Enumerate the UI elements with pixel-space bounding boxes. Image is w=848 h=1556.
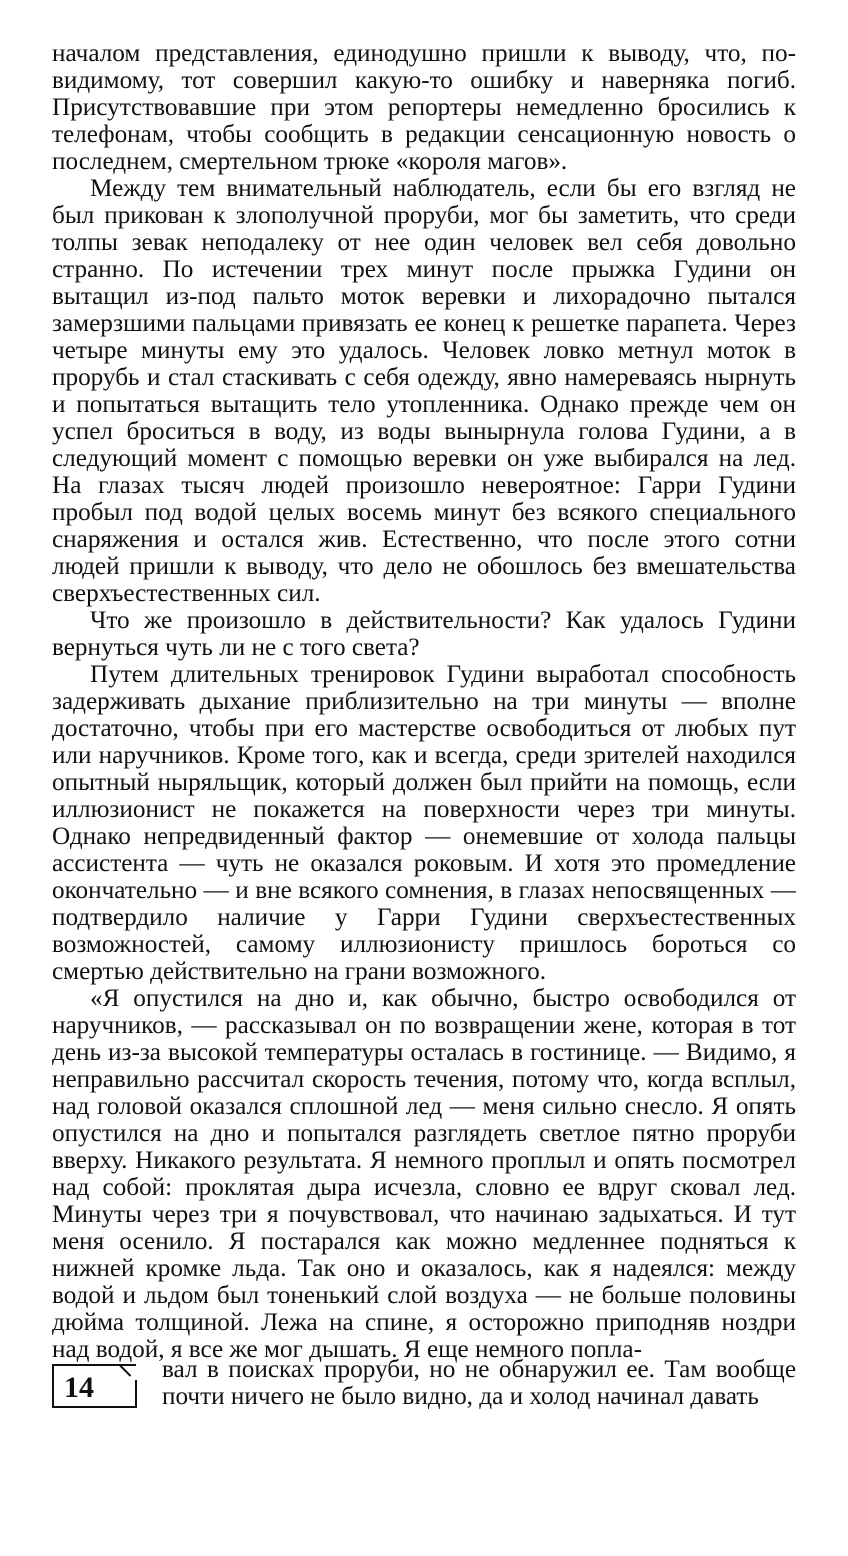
page-body xyxy=(52,40,796,1363)
paragraph-1: началом представления, единодушно пришли к выводу, что, по-видимому, тот совершил какую-то ошибку и наверняка погиб. Присутствовавшие при этом репортеры немедленно бросились к телефонам, чтобы сообщить в редакции сенсационную новость о последнем, смертельном трюке «короля магов». xyxy=(52,40,796,175)
paragraph-4: Путем длительных тренировок Гудини выработал способность задерживать дыхание приблизительно на три минуты — вполне достаточно, чтобы при его мастерстве освободиться от любых пут или наручников. Кроме того, как и всегда, среди зрителей находился опытный ныряльщик, который должен был прийти на помощь, если иллюзионист не покажется на поверхности через три минуты. Однако непредвиденный фактор — онемевшие от холода пальцы ассистента — чуть не оказался роковым. И хотя это промедление окончательно — и вне всякого сомнения, в глазах непосвященных — подтвердило наличие у Гарри Гудини сверхъестественных возможностей, самому иллюзионисту пришлось бороться со смертью действительно на грани возможного. xyxy=(52,661,796,985)
paragraph-2: Между тем внимательный наблюдатель, если бы его взгляд не был прикован к злополучной проруби, мог бы заметить, что среди толпы зевак неподалеку от нее один человек вел себя довольно странно. По истечении трех минут после прыжка Гудини он вытащил из-под пальто моток веревки и лихорадочно пытался замерзшими пальцами привязать ее конец к решетке парапета. Через четыре минуты ему это удалось. Человек ловко метнул моток в прорубь и стал стаскивать с себя одежду, явно намереваясь нырнуть и попытаться вытащить тело утопленника. Однако прежде чем он успел броситься в воду, из воды вынырнула голова Гудини, а в следующий момент с помощью веревки он уже выбирался на лед. На глазах тысяч людей произошло невероятное: Гарри Гудини пробыл под водой целых восемь минут без всякого специального снаряжения и остался жив. Естественно, что после этого сотни людей пришли к выводу, что дело не обошлось без вмешательства сверхъестественных сил. xyxy=(52,175,796,607)
paragraph-3: Что же произошло в действительности? Как удалось Гудини вернуться чуть ли не с того света? xyxy=(52,607,796,661)
page-number: 14 xyxy=(64,1371,94,1404)
page-number-frame xyxy=(52,1364,136,1408)
bottom-paragraph-continuation: вал в поисках проруби, но не обнаружил ее. Там вообще почти ничего не было видно, да и холод начинал давать xyxy=(162,1356,796,1410)
page-footer xyxy=(52,1356,796,1416)
paragraph-5: «Я опустился на дно и, как обычно, быстро освободился от наручников, — рассказывал он по возвращении жене, которая в тот день из-за высокой температуры осталась в гостинице. — Видимо, я неправильно рассчитал скорость течения, потому что, когда всплыл, над головой оказался сплошной лед — меня сильно снесло. Я опять опустился на дно и попытался разглядеть светлое пятно проруби вверху. Никакого результата. Я немного проплыл и опять посмотрел над собой: проклятая дыра исчезла, словно ее вдруг сковал лед. Минуты через три я почувствовал, что начинаю задыхаться. И тут меня осенило. Я постарался как можно медленнее подняться к нижней кромке льда. Так оно и оказалось, как я надеялся: между водой и льдом был тоненький слой воздуха — не больше половины дюйма толщиной. Лежа на спине, я осторожно приподняв ноздри над водой, я все же мог дышать. Я еще немного попла- xyxy=(52,985,796,1363)
